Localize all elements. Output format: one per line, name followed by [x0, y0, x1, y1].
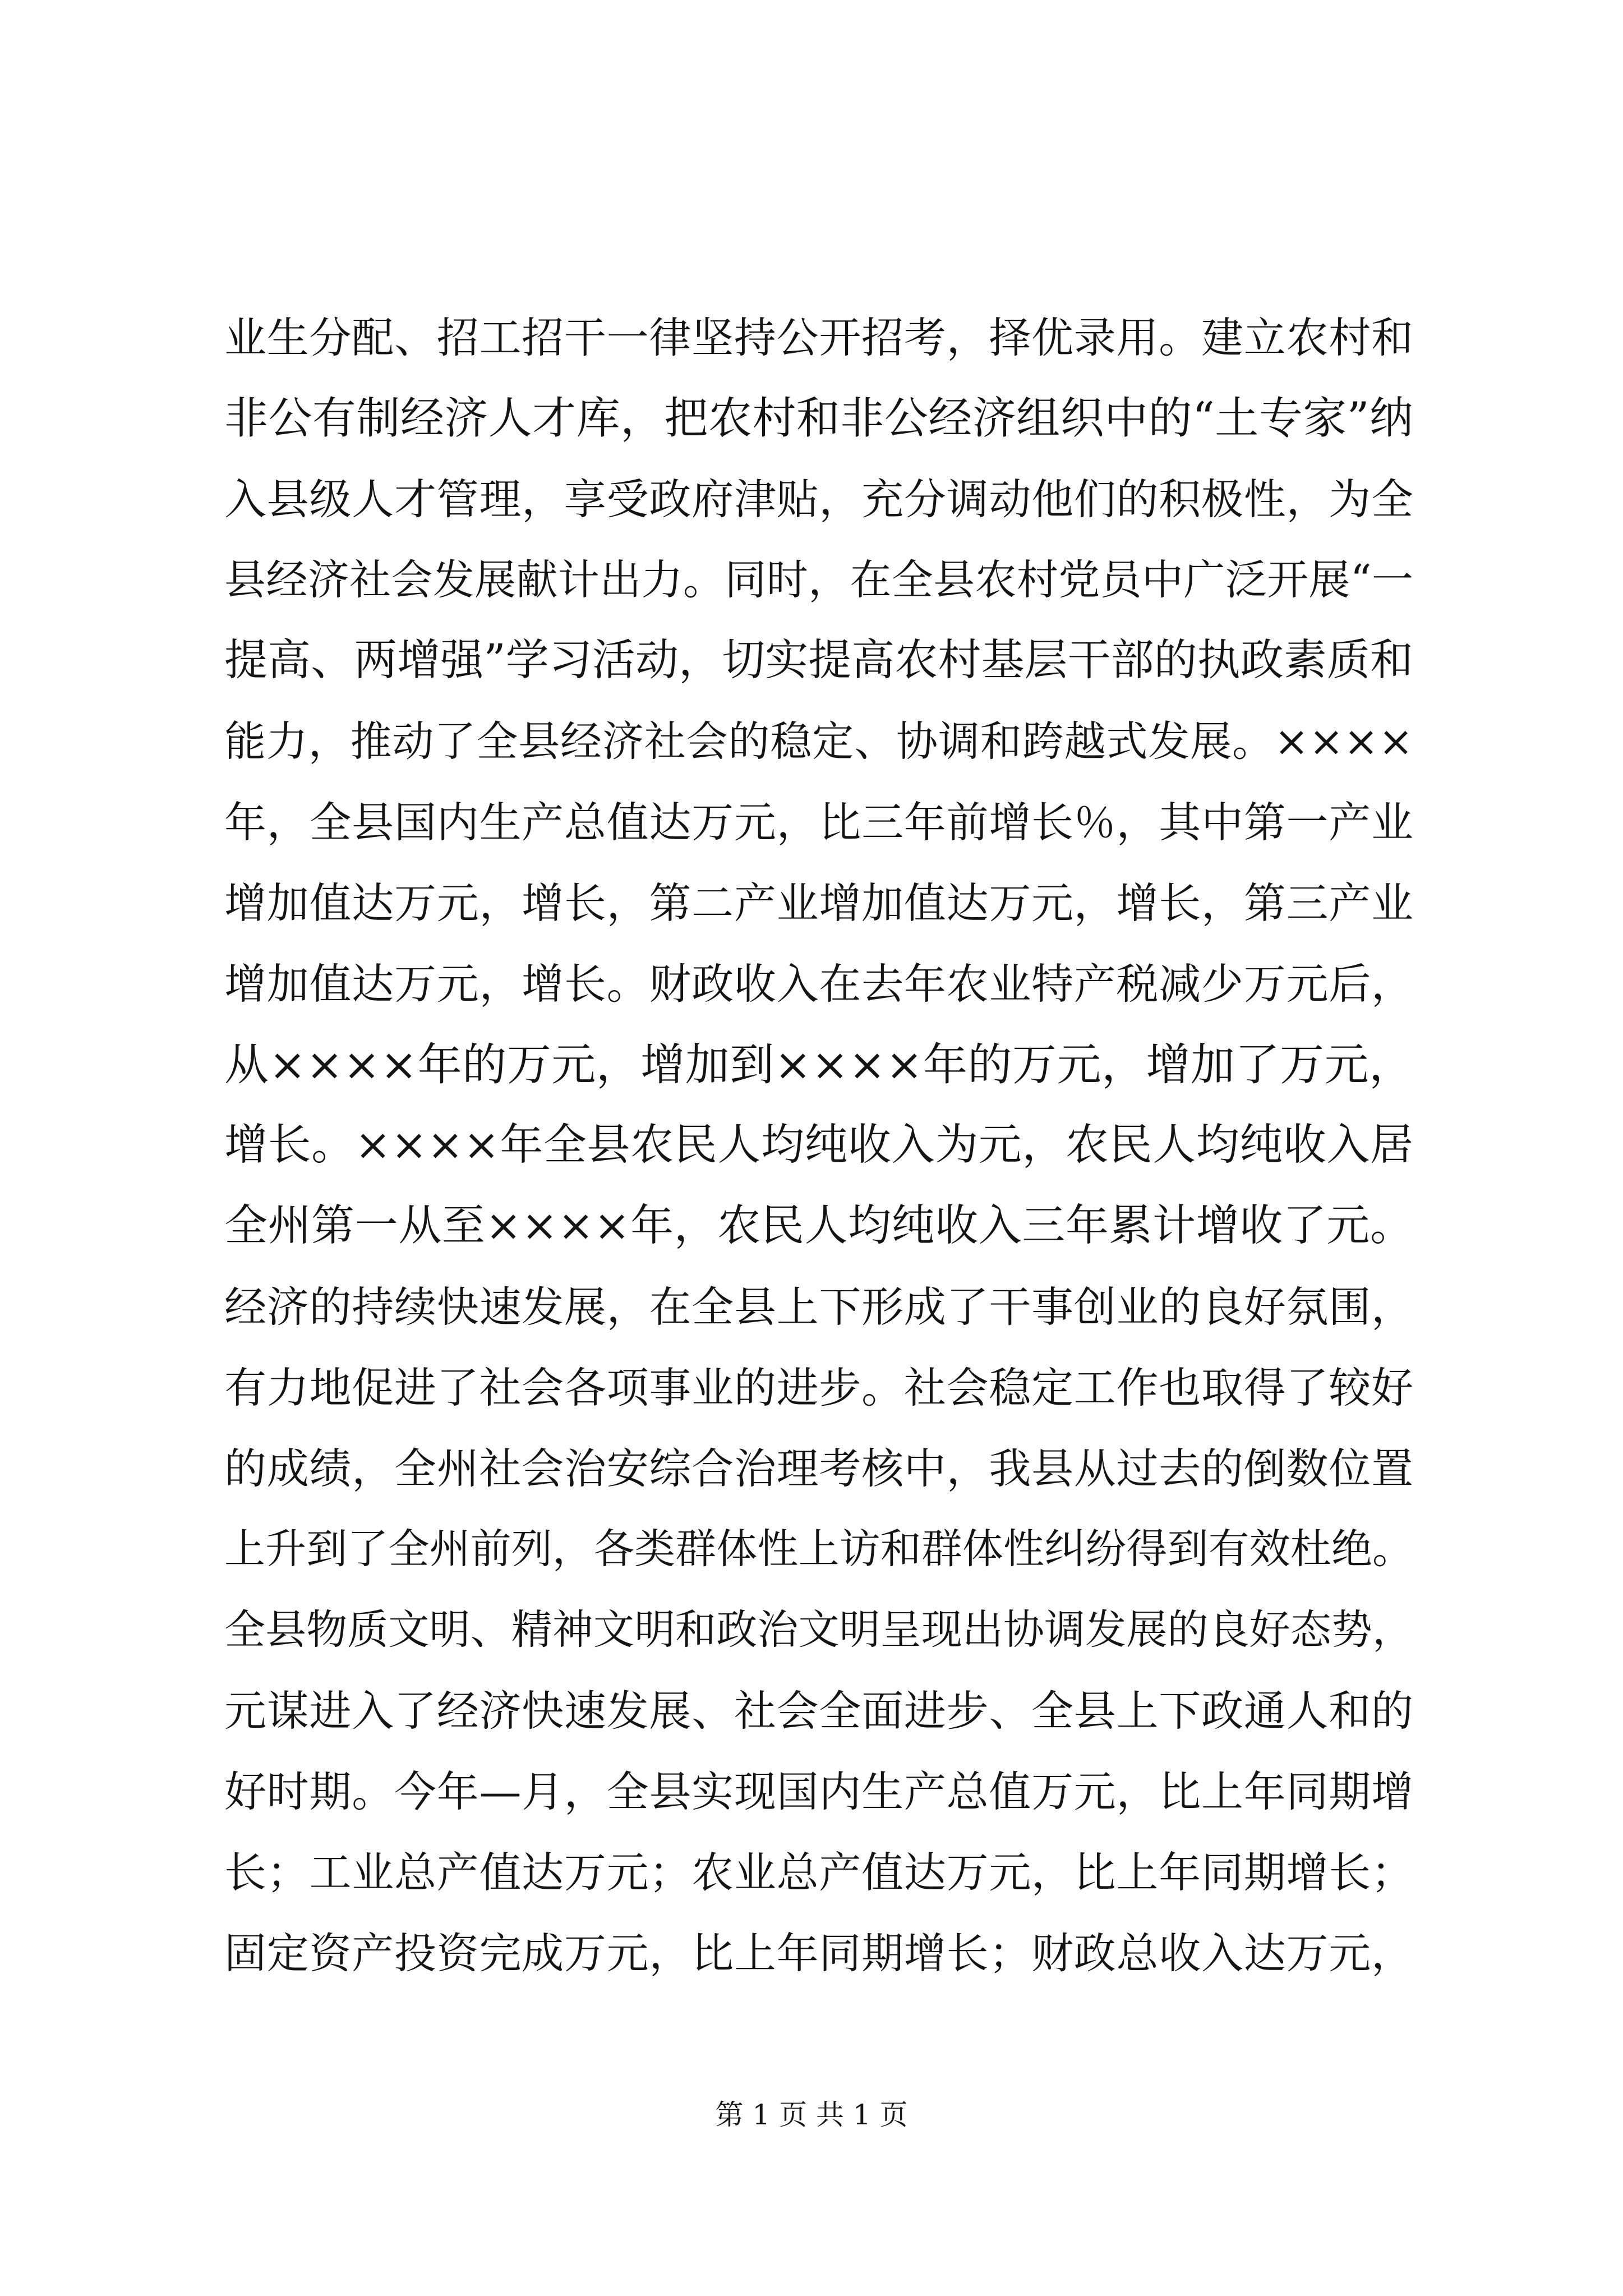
text-line: 县经济社会发展献计出力。同时，在全县农村党员中广泛开展“一 [224, 556, 1413, 604]
text-line: 增加值达万元，增长，第二产业增加值达万元，增长，第三产业 [224, 878, 1413, 928]
text-line: 长；工业总产值达万元；农业总产值达万元，比上年同期增长； [224, 1848, 1413, 1897]
text-line: 年，全县国内生产总值达万元，比三年前增长％，其中第一产业 [224, 798, 1413, 847]
text-line: 入县级人才管理，享受政府津贴，充分调动他们的积极性，为全 [224, 475, 1413, 524]
text-line: 全州第一从至××××年，农民人均纯收入三年累计增收了元。 [224, 1201, 1413, 1251]
text-line: 有力地促进了社会各项事业的进步。社会稳定工作也取得了较好 [224, 1363, 1413, 1412]
text-line: 上升到了全州前列，各类群体性上访和群体性纠纷得到有效杜绝。 [224, 1525, 1413, 1573]
text-line: 非公有制经济人才库，把农村和非公经济组织中的“土专家”纳 [224, 393, 1413, 444]
text-line: 元谋进入了经济快速发展、社会全面进步、全县上下政通人和的 [224, 1686, 1413, 1736]
page-number-footer: 第 1 页 共 1 页 [715, 2099, 908, 2131]
text-line: 经济的持续快速发展，在全县上下形成了干事创业的良好氛围， [224, 1282, 1413, 1332]
text-line: 增加值达万元，增长。财政收入在去年农业特产税减少万元后， [224, 959, 1413, 1009]
text-line: 增长。××××年全县农民人均纯收入为元，农民人均纯收入居 [224, 1120, 1413, 1170]
text-line: 从××××年的万元，增加到××××年的万元，增加了万元， [224, 1039, 1413, 1091]
text-line: 全县物质文明、精神文明和政治文明呈现出协调发展的良好态势， [224, 1606, 1413, 1654]
text-line: 好时期。今年—月，全县实现国内生产总值万元，比上年同期增 [224, 1767, 1413, 1816]
text-line: 固定资产投资完成万元，比上年同期增长；财政总收入达万元， [224, 1929, 1413, 1978]
text-line: 提高、两增强”学习活动，切实提高农村基层干部的执政素质和 [224, 636, 1413, 685]
text-line: 的成绩，全州社会治安综合治理考核中，我县从过去的倒数位置 [224, 1444, 1413, 1493]
text-line: 能力，推动了全县经济社会的稳定、协调和跨越式发展。×××× [224, 717, 1413, 766]
text-line: 业生分配、招工招干一律坚持公开招考，择优录用。建立农村和 [224, 313, 1413, 362]
body-text [224, 297, 1413, 1994]
